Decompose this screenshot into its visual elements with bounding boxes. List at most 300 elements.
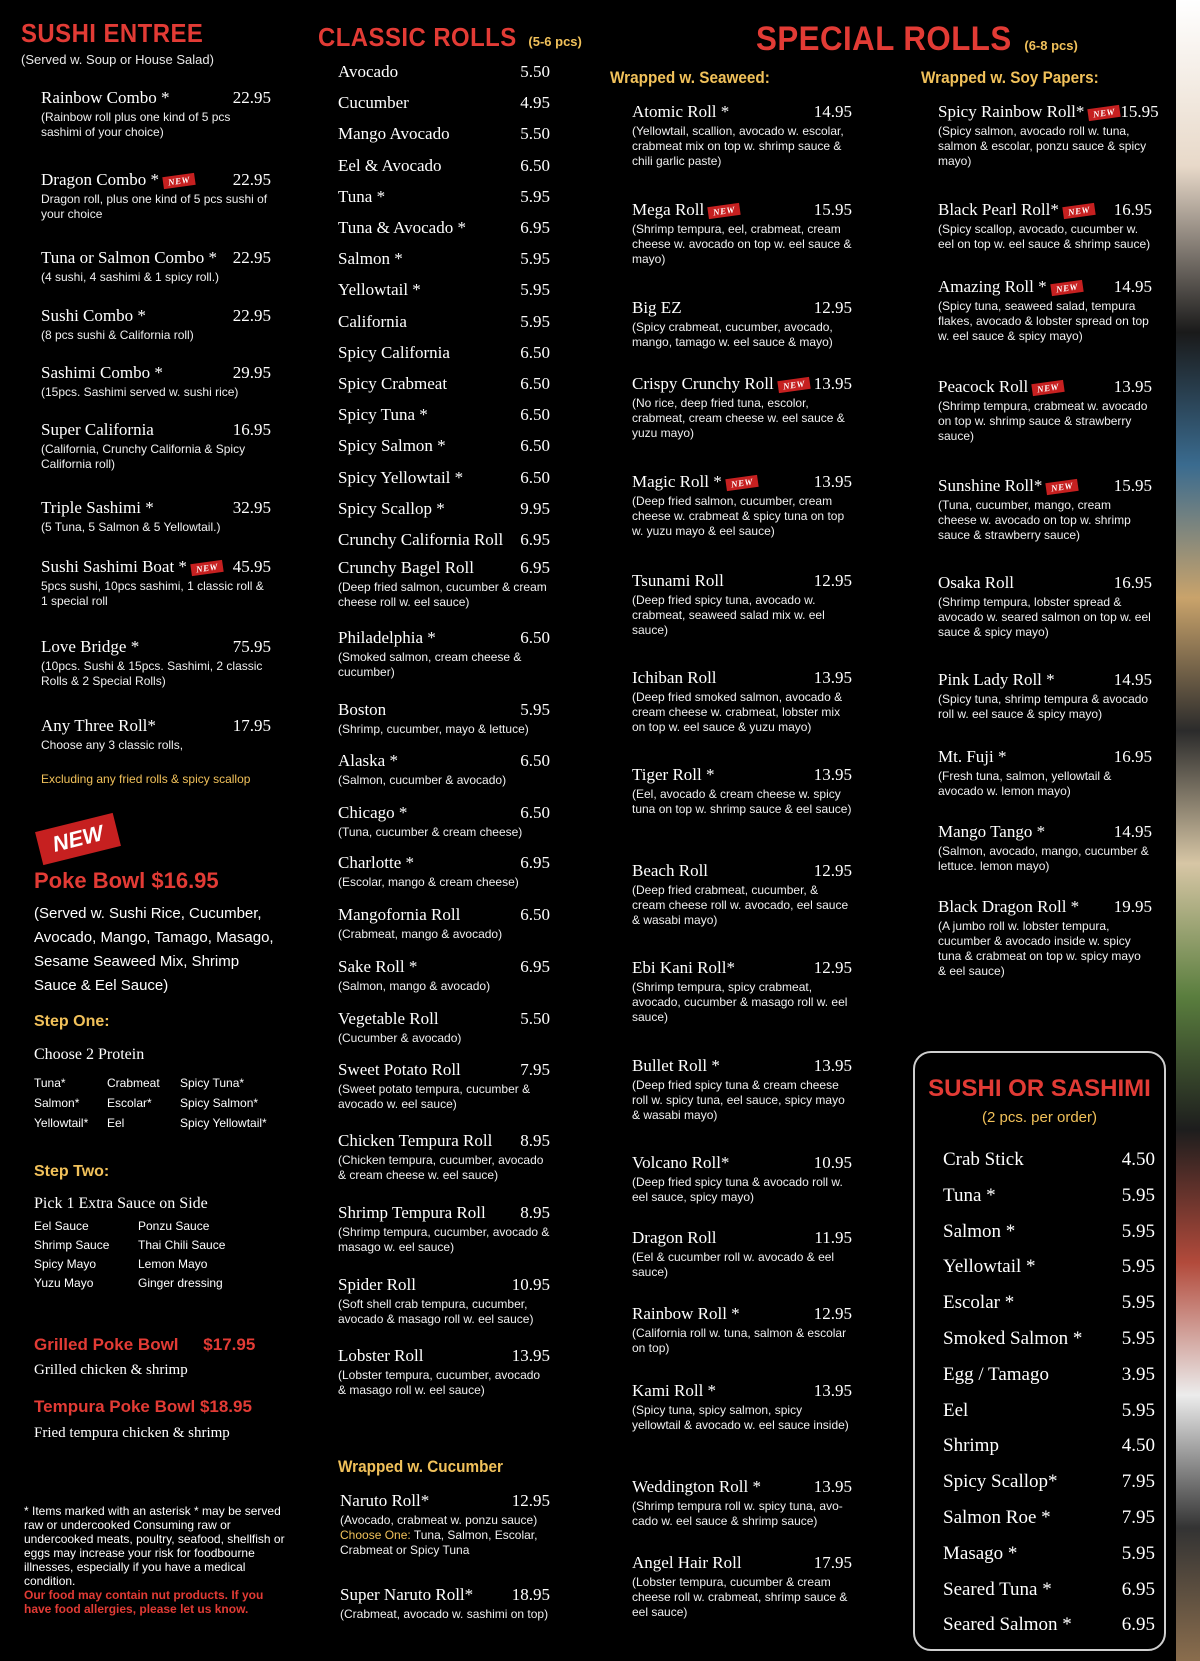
soy-roll-desc: (Fresh tuna, salmon, yellowtail & avocado w. lemon mayo): [938, 769, 1112, 798]
entree-price: 22.95: [232, 170, 271, 189]
entree-name-text: Love Bridge *: [41, 637, 140, 656]
entree-row: [41, 363, 271, 383]
seaweed-roll-name: [632, 298, 682, 318]
entree-item: [41, 88, 271, 140]
seaweed-roll-name: [632, 571, 724, 591]
entree-desc: 5pcs sushi, 10pcs sashimi, 1 classic roll & 1 special roll: [41, 579, 264, 608]
sushi-sashimi-row: [943, 1614, 1155, 1636]
classic-roll-item: [338, 468, 550, 488]
raw-food-warning: * Items marked with an asterisk * may be served raw or undercooked Consuming raw or undercooked meats, poultry, seafood, shellfish or eggs may increase your risk for foodbourne illnesses, especially if you have a medical condition.: [24, 1504, 285, 1588]
entree-row: [41, 716, 271, 736]
seaweed-roll-price: 15.95: [813, 200, 852, 219]
seaweed-roll-row: [632, 1304, 852, 1324]
soy-roll-row: [938, 476, 1152, 496]
classic-roll-price: 6.95: [520, 957, 550, 976]
classic-roll-name: [338, 530, 503, 550]
classic-roll-name-text: Yellowtail *: [338, 280, 421, 300]
entree-name: [41, 716, 156, 736]
classic-roll-price: 5.50: [520, 62, 550, 81]
classic-roll-name: [338, 249, 403, 269]
classic-roll-price: 5.50: [520, 1009, 550, 1028]
entree-price: 22.95: [232, 248, 271, 267]
classic-roll-name-text: Lobster Roll: [338, 1346, 424, 1365]
sushi-sashimi-box: [913, 1051, 1166, 1651]
classic-roll-row: [338, 312, 550, 332]
classic-roll-row: [338, 499, 550, 519]
classic-roll-name: [338, 93, 409, 113]
soy-roll-price: 13.95: [1113, 377, 1152, 396]
entree-name-text: Super California: [41, 420, 154, 439]
classic-roll-name-text: Vegetable Roll: [338, 1009, 439, 1028]
classic-roll-name-text: Spicy Tuna *: [338, 405, 428, 425]
seaweed-roll-price: 13.95: [813, 668, 852, 687]
sushi-sashimi-price: 5.95: [1121, 1256, 1155, 1278]
classic-roll-price: 13.95: [511, 1346, 550, 1365]
seaweed-roll-name: [632, 1228, 717, 1248]
entree-desc: (10pcs. Sushi & 15pcs. Sashimi, 2 classic Rolls & 2 Special Rolls): [41, 659, 263, 688]
classic-roll-row: [338, 1131, 550, 1151]
seaweed-roll-name-text: Ichiban Roll: [632, 668, 717, 687]
classic-roll-item: [338, 751, 550, 788]
seaweed-roll-row: [632, 571, 852, 591]
grilled-poke-title: [34, 1335, 255, 1355]
classic-roll-desc: (Lobster tempura, cucumber, avocado & masago roll w. eel sauce): [338, 1368, 541, 1397]
classic-roll-item: [338, 218, 550, 238]
soy-roll-desc: (A jumbo roll w. lobster tempura, cucumber & avocado inside w. spicy tuna & crabmeat on top w. spicy mayo & eel sauce): [938, 919, 1141, 978]
entree-item: [41, 557, 271, 609]
sauce-option: Ponzu Sauce: [138, 1219, 210, 1233]
seaweed-roll-desc: (Shrimp tempura roll w. spicy tuna, avo-cado w. eel sauce & shrimp sauce): [632, 1499, 843, 1528]
soy-roll-row: [938, 897, 1152, 917]
entree-desc: (15pcs. Sashimi served w. sushi rice): [41, 385, 239, 399]
seaweed-roll-name-text: Dragon Roll: [632, 1228, 717, 1247]
soy-roll-desc: (Tuna, cucumber, mango, cream cheese w. avocado on top w. shrimp sauce & strawberry sauce): [938, 498, 1131, 542]
entree-name: [41, 88, 169, 108]
classic-roll-name: [338, 436, 446, 456]
classic-roll-name: [338, 700, 386, 720]
food-photo-strip: [1176, 0, 1200, 1661]
soy-roll-row: [938, 377, 1152, 397]
seaweed-roll-item: [632, 668, 852, 735]
super-naruto-item: [340, 1585, 550, 1622]
classic-roll-name-text: Cucumber: [338, 93, 409, 113]
special-rolls-title: SPECIAL ROLLS: [756, 20, 1012, 58]
soy-roll-name: [938, 897, 1079, 917]
classic-roll-price: 6.50: [520, 905, 550, 924]
seaweed-roll-price: 14.95: [813, 102, 852, 121]
seaweed-roll-price: 13.95: [813, 1056, 852, 1075]
seaweed-roll-name: [632, 765, 715, 785]
classic-roll-name-text: Spider Roll: [338, 1275, 416, 1294]
seaweed-roll-name-text: Rainbow Roll *: [632, 1304, 740, 1323]
seaweed-roll-item: [632, 1477, 852, 1529]
entree-row: [41, 88, 271, 108]
sushi-sashimi-name: Eel: [943, 1399, 969, 1421]
classic-roll-item: [338, 249, 550, 269]
classic-roll-name-text: Avocado: [338, 62, 399, 81]
classic-roll-name-text: Chicago *: [338, 803, 408, 822]
entree-price: 17.95: [232, 716, 271, 735]
seaweed-roll-price: 12.95: [813, 1304, 852, 1323]
sushi-sashimi-name: Salmon Roe *: [943, 1507, 1051, 1528]
soy-roll-desc: (Shrimp tempura, crabmeat w. avocado on top w. shrimp sauce & strawberry sauce): [938, 399, 1148, 443]
sushi-sashimi-price: 7.95: [1121, 1507, 1155, 1528]
classic-roll-price: 6.50: [520, 374, 550, 393]
classic-roll-item: [338, 1060, 550, 1112]
seaweed-roll-price: 12.95: [813, 958, 852, 977]
classic-roll-row: [338, 853, 550, 873]
seaweed-roll-name: [632, 1056, 720, 1076]
seaweed-roll-name: [632, 1553, 742, 1573]
wrapped-cucumber-title: Wrapped w. Cucumber: [338, 1457, 503, 1476]
classic-roll-price: 6.95: [520, 853, 550, 872]
soy-roll-row: [938, 277, 1152, 297]
classic-roll-name: [338, 751, 398, 771]
classic-roll-price: 6.50: [520, 342, 550, 362]
classic-roll-name: [338, 374, 447, 394]
classic-roll-price: 6.50: [520, 405, 550, 425]
entree-price: 45.95: [232, 557, 271, 576]
soy-roll-desc: (Spicy tuna, seaweed salad, tempura flakes, avocado & lobster spread on top w. eel sauce & spicy mayo): [938, 299, 1149, 343]
soy-roll-row: [938, 747, 1152, 767]
any-three-note: Excluding any fried rolls & spicy scallop: [41, 772, 251, 786]
seaweed-roll-desc: (Spicy crabmeat, cucumber, avocado, mango, tamago w. eel sauce & mayo): [632, 320, 833, 349]
seaweed-roll-name-text: Beach Roll: [632, 861, 709, 880]
seaweed-roll-price: 10.95: [813, 1153, 852, 1172]
classic-roll-desc: (Salmon, cucumber & avocado): [338, 773, 507, 787]
entree-row: [41, 306, 271, 326]
classic-roll-name-text: Mangofornia Roll: [338, 905, 461, 924]
seaweed-roll-name-text: Crispy Crunchy Roll: [632, 374, 774, 393]
classic-roll-item: [338, 280, 550, 300]
entree-item: [41, 170, 271, 222]
classic-roll-name-text: Shrimp Tempura Roll: [338, 1203, 486, 1222]
soy-roll-name-text: Black Pearl Roll*: [938, 200, 1059, 219]
sauce-option: Yuzu Mayo: [34, 1276, 94, 1290]
sushi-sashimi-row: [943, 1507, 1155, 1529]
sushi-sashimi-name: Crab Stick: [943, 1149, 1024, 1170]
sushi-sashimi-title: SUSHI OR SASHIMI: [928, 1075, 1151, 1102]
seaweed-roll-price: 13.95: [813, 765, 852, 784]
sushi-sashimi-name: Salmon *: [943, 1220, 1016, 1242]
soy-roll-row: [938, 102, 1159, 122]
seaweed-roll-name: [632, 1477, 761, 1497]
entree-item: [41, 306, 271, 343]
entree-desc: (4 sushi, 4 sashimi & 1 spicy roll.): [41, 270, 220, 284]
classic-roll-desc: (Salmon, mango & avocado): [338, 979, 491, 993]
seaweed-roll-row: [632, 200, 852, 220]
new-badge: NEW: [162, 173, 195, 189]
seaweed-roll-desc: (Deep fried salmon, cucumber, cream cheese w. crabmeat & spicy tuna on top w. yuzu mayo & eel sauce): [632, 494, 845, 538]
naruto-roll-price: 12.95: [511, 1491, 550, 1510]
soy-roll-name: [938, 476, 1078, 496]
classic-roll-price: 6.50: [520, 436, 550, 456]
entree-price: 22.95: [232, 306, 271, 325]
entree-price: 22.95: [232, 88, 271, 107]
sushi-sashimi-row: [943, 1471, 1155, 1493]
classic-roll-item: [338, 405, 550, 425]
new-badge: NEW: [1046, 479, 1079, 495]
soy-roll-name: [938, 822, 1045, 842]
classic-roll-row: [338, 1346, 550, 1366]
entree-desc: Dragon roll, plus one kind of 5 pcs sushi of your choice: [41, 192, 268, 221]
classic-roll-name-text: Alaska *: [338, 751, 398, 770]
entree-name: [41, 637, 139, 657]
seaweed-roll-name-text: Angel Hair Roll: [632, 1553, 742, 1572]
classic-roll-item: [338, 1346, 550, 1398]
footnote: [24, 1504, 294, 1616]
protein-option: Yellowtail*: [34, 1116, 89, 1130]
soy-roll-name-text: Peacock Roll: [938, 377, 1029, 396]
sushi-sashimi-row: [943, 1579, 1155, 1601]
entree-item: [41, 420, 271, 472]
soy-roll-name: [938, 377, 1064, 397]
entree-name-text: Sashimi Combo *: [41, 363, 163, 382]
soy-roll-item: [938, 747, 1152, 799]
classic-roll-row: [338, 343, 550, 363]
sushi-sashimi-price: 5.95: [1121, 1220, 1155, 1242]
entree-item: [41, 363, 271, 400]
entree-desc: (Rainbow roll plus one kind of 5 pcs sashimi of your choice): [41, 110, 231, 139]
soy-roll-item: [938, 200, 1152, 252]
classic-roll-item: [338, 530, 550, 550]
soy-roll-name: [938, 102, 1120, 122]
classic-roll-item: [338, 905, 550, 942]
classic-roll-name: [338, 124, 450, 144]
classic-roll-name-text: Philadelphia *: [338, 628, 436, 647]
protein-grid: [34, 1076, 294, 1130]
sushi-sashimi-price: 5.95: [1121, 1542, 1155, 1564]
protein-option: Spicy Yellowtail*: [180, 1116, 267, 1130]
classic-roll-name-text: Spicy Yellowtail *: [338, 467, 464, 487]
seaweed-roll-item: [632, 298, 852, 350]
classic-roll-name-text: Spicy Crabmeat: [338, 374, 448, 393]
seaweed-roll-item: [632, 1056, 852, 1123]
sushi-sashimi-price: 4.50: [1121, 1435, 1155, 1457]
sushi-sashimi-price: 5.95: [1121, 1399, 1155, 1421]
sauce-option: Thai Chili Sauce: [138, 1238, 226, 1252]
seaweed-roll-row: [632, 1381, 852, 1401]
soy-roll-desc: (Spicy salmon, avocado roll w. tuna, salmon & escolar, ponzu sauce & spicy mayo): [938, 124, 1147, 168]
classic-roll-item: [338, 558, 550, 610]
classic-roll-row: [338, 405, 550, 425]
seaweed-roll-price: 17.95: [813, 1553, 852, 1572]
classic-roll-desc: (Deep fried salmon, cucumber & cream cheese roll w. eel sauce): [338, 580, 547, 609]
classic-roll-name-text: Salmon *: [338, 249, 403, 269]
sauce-option: Ginger dressing: [138, 1276, 223, 1290]
sushi-sashimi-row: [943, 1364, 1155, 1386]
seaweed-roll-desc: (Deep fried spicy tuna, avocado w. crabmeat, seaweed salad mix w. eel sauce): [632, 593, 825, 637]
classic-roll-row: [338, 957, 550, 977]
sushi-entree-subtitle: (Served w. Soup or House Salad): [21, 52, 214, 67]
classic-roll-row: [338, 156, 550, 176]
seaweed-roll-row: [632, 1228, 852, 1248]
classic-roll-name-text: Crunchy Bagel Roll: [338, 558, 474, 577]
classic-roll-name: [338, 312, 407, 332]
seaweed-roll-price: 12.95: [813, 298, 852, 317]
seaweed-roll-row: [632, 1553, 852, 1573]
soy-roll-price: 15.95: [1120, 102, 1159, 121]
naruto-roll-name: Naruto Roll*: [340, 1491, 430, 1510]
classic-roll-name-text: Sweet Potato Roll: [338, 1060, 461, 1079]
seaweed-roll-name: [632, 1304, 740, 1324]
soy-roll-item: [938, 822, 1152, 874]
classic-roll-item: [338, 312, 550, 332]
soy-roll-desc: (Salmon, avocado, mango, cucumber & lettuce. lemon mayo): [938, 844, 1149, 873]
classic-roll-row: [338, 700, 550, 720]
classic-roll-name-text: Tuna *: [338, 186, 386, 206]
entree-row: [41, 557, 271, 577]
classic-roll-price: 7.95: [520, 1060, 550, 1079]
allergy-warning: Our food may contain nut products. If you have food allergies, please let us know.: [24, 1588, 264, 1616]
classic-roll-item: [338, 187, 550, 207]
classic-roll-item: [338, 957, 550, 994]
seaweed-roll-row: [632, 765, 852, 785]
grilled-poke-price: $17.95: [203, 1335, 256, 1354]
choose-protein-label: Choose 2 Protein: [34, 1046, 145, 1063]
seaweed-roll-name-text: Tiger Roll *: [632, 765, 715, 784]
classic-roll-name: [338, 156, 442, 176]
classic-roll-row: [338, 1060, 550, 1080]
classic-roll-name: [338, 1131, 492, 1151]
classic-roll-name: [338, 558, 474, 578]
soy-roll-item: [938, 897, 1152, 979]
sushi-sashimi-price: 6.95: [1121, 1614, 1155, 1636]
soy-roll-price: 16.95: [1113, 200, 1152, 219]
classic-roll-name-text: Eel & Avocado: [338, 155, 442, 175]
seaweed-roll-row: [632, 668, 852, 688]
entree-name-text: Tuna or Salmon Combo *: [41, 248, 218, 267]
soy-roll-price: 16.95: [1113, 747, 1152, 766]
classic-roll-item: [338, 803, 550, 840]
poke-bowl-title: Poke Bowl $16.95: [34, 868, 219, 893]
grilled-poke-desc: Grilled chicken & shrimp: [34, 1362, 188, 1378]
classic-roll-name: [338, 187, 385, 207]
classic-roll-price: 6.50: [520, 155, 550, 175]
soy-roll-price: 19.95: [1113, 897, 1152, 916]
entree-desc: (California, Crunchy California & Spicy California roll): [41, 442, 246, 471]
new-badge: NEW: [1050, 280, 1083, 296]
classic-roll-item: [338, 628, 550, 680]
classic-roll-price: 6.95: [520, 558, 550, 577]
classic-roll-name-text: Sake Roll *: [338, 957, 418, 976]
sushi-sashimi-name: Spicy Scallop*: [943, 1471, 1058, 1493]
entree-name: [41, 363, 163, 383]
classic-roll-item: [338, 374, 550, 394]
classic-roll-name: [338, 853, 414, 873]
entree-name: [41, 498, 154, 518]
classic-roll-row: [338, 751, 550, 771]
seaweed-roll-desc: (Eel & cucumber roll w. avocado & eel sauce): [632, 1250, 835, 1279]
seaweed-roll-name-text: Weddington Roll *: [632, 1477, 761, 1496]
classic-roll-name: [338, 218, 466, 238]
classic-roll-name: [338, 405, 428, 425]
sauce-option: Lemon Mayo: [138, 1257, 208, 1271]
entree-price: 75.95: [232, 637, 271, 656]
classic-roll-row: [338, 1203, 550, 1223]
entree-item: [41, 637, 271, 689]
sushi-sashimi-row: [943, 1221, 1155, 1243]
classic-roll-item: [338, 1203, 550, 1255]
classic-roll-name: [338, 1346, 423, 1366]
classic-roll-row: [338, 249, 550, 269]
seaweed-roll-item: [632, 861, 852, 928]
soy-roll-name-text: Black Dragon Roll *: [938, 897, 1080, 916]
entree-name: [41, 248, 217, 268]
sushi-sashimi-name: Seared Tuna *: [943, 1578, 1052, 1600]
classic-roll-item: [338, 156, 550, 176]
sushi-sashimi-row: [943, 1149, 1155, 1171]
entree-price: 29.95: [232, 363, 271, 382]
pick-sauce-label: Pick 1 Extra Sauce on Side: [34, 1195, 208, 1212]
classic-roll-price: 5.95: [520, 700, 550, 719]
protein-option: Salmon*: [34, 1096, 80, 1110]
classic-roll-item: [338, 436, 550, 456]
seaweed-roll-desc: (Eel, avocado & cream cheese w. spicy tuna on top w. shrimp sauce & eel sauce): [632, 787, 852, 816]
classic-roll-price: 5.50: [520, 124, 550, 144]
seaweed-roll-row: [632, 374, 852, 394]
classic-roll-price: 8.95: [520, 1131, 550, 1150]
sushi-sashimi-name: Tuna *: [943, 1184, 996, 1206]
sushi-sashimi-name: Seared Salmon *: [943, 1614, 1072, 1636]
seaweed-roll-price: 13.95: [813, 1477, 852, 1496]
entree-name-text: Sushi Combo *: [41, 306, 146, 325]
naruto-choose-label: Choose One:: [340, 1528, 411, 1542]
entree-name: [41, 557, 223, 577]
seaweed-roll-item: [632, 765, 852, 817]
sushi-sashimi-row: [943, 1400, 1155, 1422]
classic-roll-row: [338, 803, 550, 823]
seaweed-roll-desc: (Yellowtail, scallion, avocado w. escolar, crabmeat mix on top w. shrimp sauce & chili garlic paste): [632, 124, 844, 168]
soy-roll-item: [938, 670, 1152, 722]
sushi-sashimi-subtitle: (2 pcs. per order): [981, 1109, 1098, 1126]
seaweed-roll-item: [632, 1228, 852, 1280]
entree-name-text: Triple Sashimi *: [41, 498, 154, 517]
seaweed-roll-name-text: Mega Roll: [632, 200, 705, 219]
classic-roll-price: 6.95: [520, 218, 550, 237]
seaweed-roll-name: [632, 668, 717, 688]
entree-name: [41, 420, 154, 440]
seaweed-roll-row: [632, 102, 852, 122]
soy-roll-name-text: Spicy Rainbow Roll*: [938, 102, 1085, 121]
seaweed-roll-name-text: Big EZ: [632, 298, 682, 317]
seaweed-roll-item: [632, 1553, 852, 1620]
classic-roll-item: [338, 499, 550, 519]
soy-roll-item: [938, 102, 1159, 169]
sushi-sashimi-name: Shrimp: [943, 1435, 999, 1457]
classic-roll-row: [338, 374, 550, 394]
seaweed-roll-item: [632, 472, 852, 539]
classic-roll-price: 8.95: [520, 1203, 550, 1222]
seaweed-roll-desc: (Shrimp tempura, spicy crabmeat, avocado, cucumber & masago roll w. eel sauce): [632, 980, 848, 1024]
entree-name: [41, 170, 195, 190]
sushi-sashimi-row: [943, 1292, 1155, 1314]
protein-option: Spicy Tuna*: [180, 1076, 245, 1090]
classic-roll-item: [338, 93, 550, 113]
sushi-sashimi-price: 7.95: [1121, 1471, 1155, 1493]
soy-roll-item: [938, 573, 1152, 640]
sushi-sashimi-row: [943, 1256, 1155, 1278]
seaweed-roll-row: [632, 958, 852, 978]
classic-roll-price: 5.95: [520, 186, 550, 206]
soy-roll-row: [938, 822, 1152, 842]
seaweed-roll-row: [632, 1477, 852, 1497]
classic-roll-desc: (Tuna, cucumber & cream cheese): [338, 825, 523, 839]
classic-roll-name-text: Charlotte *: [338, 853, 415, 872]
naruto-choose-options: Tuna, Salmon, Escolar, Crabmeat or Spicy Tuna: [340, 1528, 538, 1557]
soy-roll-row: [938, 670, 1152, 690]
classic-roll-name: [338, 905, 460, 925]
